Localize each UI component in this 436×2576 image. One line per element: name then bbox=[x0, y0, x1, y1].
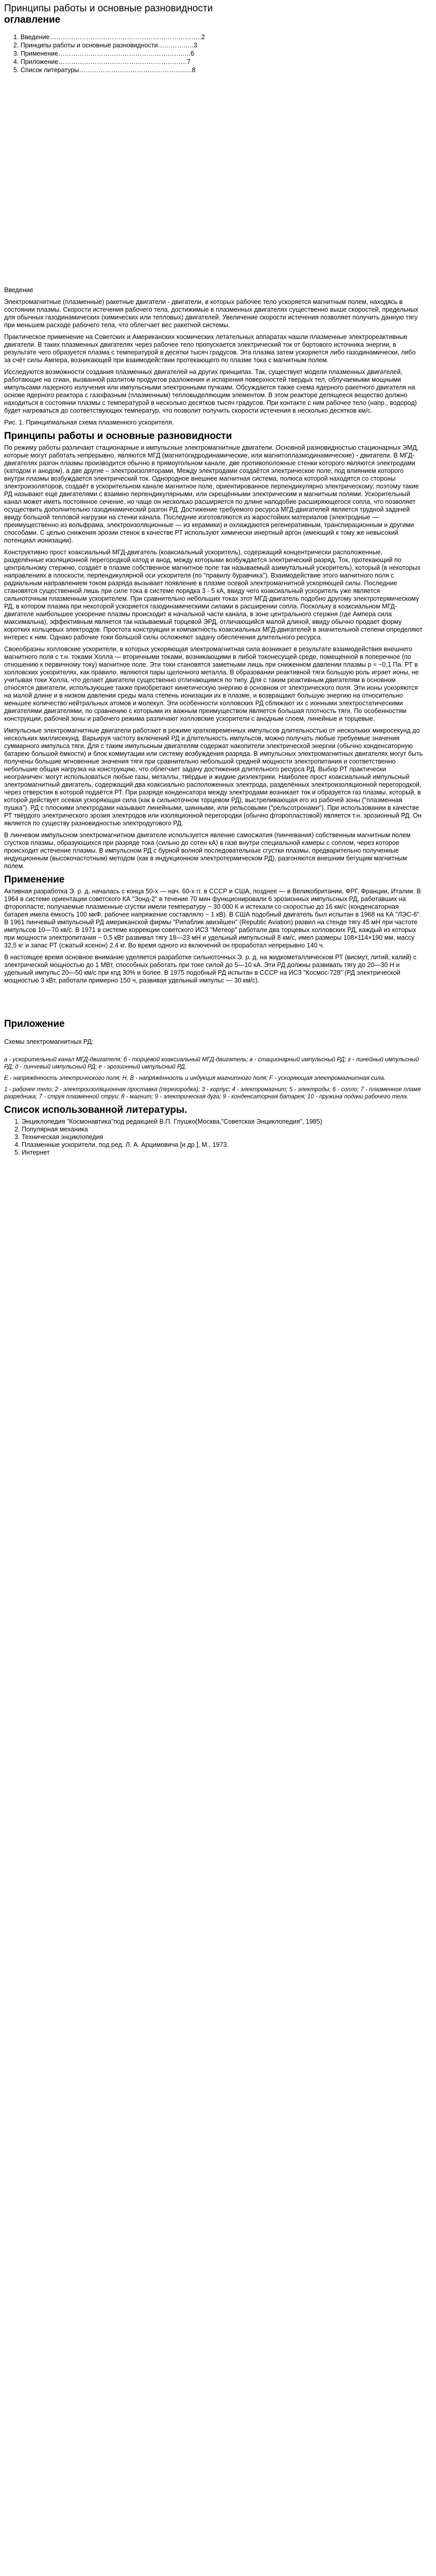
toc-item: 2. Принципы работы и основные разновидности……………..3 bbox=[13, 42, 197, 49]
scheme-caption: а - ускорительный канал МГД-двигателя; б - торцевой коаксиальный МГД-двигатель; в - стационарный импульсный РД; г - линейный импульсный РД; д - пинчевый импульсный РД; е - эрозионный импульсный РД. bbox=[4, 1057, 419, 1070]
intro-section bbox=[4, 286, 424, 427]
toc-item: 3. Применение……………………………………………………..6 bbox=[13, 50, 194, 57]
scheme-label: Схемы электромагнитных РД: bbox=[4, 1038, 94, 1045]
blank-space bbox=[4, 74, 424, 286]
literature-item: 4. Плазменные ускорители, под ред. Л. А. Арцимовича [и др.], М., 1973. bbox=[22, 1141, 424, 1149]
application-paragraph: В настоящее время основное внимание уделяется разработке сильноточных Э. р. д. на жидкометаллическом РТ (висмут, литий, калий) с электрической мощностью до 1 МВт, способных работать при токе силой до 5—10 кА. Эти РД должны развивать тягу до 20—30 Н и удельный импульс 20—50 км/с при кпд 30% и более. В 1975 подобный РД испытан в СССР на ИСЗ "Космос-728" (РД электрической мощностью 3 кВт, работали примерно 150 ч, развивая удельный импульс — 30 км/с). bbox=[4, 954, 416, 984]
toc-item: 4. Приложение……………………………………………………7 bbox=[13, 58, 191, 65]
blank-space bbox=[4, 989, 424, 1016]
principles-paragraph: Импульсные электромагнитные двигатели работают в режиме кратковременных импульсов длительностью от нескольких микросекунд до нескольких миллисекунд. Варьируя частоту включений РД и длительность импульсов, можно получать любые требуемые значения суммарного импульса тяги. Для с таким импульсным двигателям содержат накопители электрической энергии (обычно конденсаторную батарею большой ёмкости) и блок коммутации или систему возбуждения разряда. В импульсных электромагнитных двигателях могут быть получены большие мгновенные значения тяги при сравнительно небольшой средней мощности электропитания и соответственно небольшие общая нагрузка на конструкцию, что облегчает задачу достижения длительного ресурса РД. Выбор РТ практически неограничен: могут использоваться любые газы, металлы, твёрдые и жидкие диэлектрики. Наиболее прост коаксиальный импульсный электромагнитный двигатель, содержащий два коаксиально расположенных электрода, разделённых электроизоляционной перегородкой, через отверстия в которой подаётся РТ. При разряде конденсатора между электродами возникает ток и образуется газ плазмы, который, в которой действует осевая ускоряющая сила (как в сильноточном торцевом РД), выстреливающая его из рабочей зоны ("плазменная пушка"). РД с плоскими электродами называют линейными, шинными, или рельсовыми ("рельсотронами"). При использовании в качестве РТ твёрдого электрического эрозия электродов или изоляционной перегородки (обычно фторопластовой) является т.н. эрозионный РД. Он является по существу разновидностью электродугового РД. bbox=[4, 727, 423, 827]
document-subtitle: оглавление bbox=[4, 14, 61, 25]
application-paragraph: Активная разработка Э. р. д. началась с конца 50-х — нач. 60-х гг. в СССР и США, позднее — в Великобритании, ФРГ, Франции, Италии. В 1964 в системе ориентации советского КА "Зонд-2" в течение 70 мин функционировали 6 эрозионных импульсных РД, работавших на фторопласте; получаемые плазменные сгустки имели температуру ~ 30 000 К и истекали со скоростью до 16 км/с (конденсаторная батарея имела ёмкость 100 мкФ, рабочее напряжение составляло ~ 1 кВ). В США подобный двигатель был испытан в 1968 на КА "ЛЭС-6". В 1961 пинчевый импульсный РД американской фирмы "Рипаблик авиэйшен" (Republic Aviation) развил на стенде тягу 45 мН при частоте импульсов 10—70 кв/с. В 1971 в системе коррекции советского ИСЗ "Метеор" работали два торцевых холловских РД, каждый из которых при мощности электропитания ~ 0,5 кВт развивал тягу 18—23 мН и удельный импульсный 8 км/с, имел размеры 108×114×190 мм, массу 32,5 кг и запас РТ (сжатый ксенон) 2,4 кг. Во время одного из включений он проработал непрерывно 140 ч. bbox=[4, 888, 421, 949]
literature-section bbox=[4, 1105, 424, 1157]
principles-paragraph: По режиму работы различают стационарные и импульсные электромагнитные двигатели. Основной разновидностью стационарных ЭМД, которые могут работать непрерывно, являются МГД (магнитогидродинамические, или магнитоплазмодинамические) - двигатели. В МГД-двигателях разгон плазмы производится обычно в прямоугольном канале, две противоположные стенки которого являются электродами (катодом и анодом), а две другие – электроизоляторами. Между электродами создаётся электрическое поле, под влиянием которого внутри плазмы возбуждается электрический ток. Однородное внешнее магнитная система, полюса которой находятся со стороны электроизоляторов, создаёт в ускорительном канале магнитное поле, ориентированное перпендикулярно электрическому; поэтому такие РД называют ещё двигателями с взаимно перпендикулярными, или скрещёнными электрическим и магнитным полями. Ускорительный канал может иметь постоянное сечение, но чаще он несколько расширяется по длине наподобие расширяющегося сопла, что позволяет осуществить дополнительно газодинамический разгон РД. Достижение требуемого ресурса МГД-двигателей является трудной задачей ввиду большой тепловой нагрузки на стенки канала. Последние изготовляются из жаростойких материалов (электродные — преимущественно из вольфрама, электроизоляционные — из керамики) и охлаждаются регенеративным, транспирационным и другими способами. С целью снижения эрозии стенок в качестве РТ используют химически инертный аргон (имеющий к тому же невысокий потенциал ионизации). bbox=[4, 444, 419, 544]
blank-space bbox=[4, 1032, 424, 1038]
literature-item: 5. Интернет bbox=[22, 1149, 424, 1157]
application-heading: Применение bbox=[4, 874, 65, 885]
literature-item: 1. Энциклопедия "Космонавтика"под редакцией В.П. Глушко(Москва,"Советская Энциклопедия", 1985) bbox=[22, 1118, 424, 1126]
application-section bbox=[4, 874, 424, 985]
literature-list bbox=[4, 1118, 424, 1157]
intro-paragraph: Практическое применение на Советских и Американских космических летательных аппаратах нашли плазменные электрореактивные двигатели. В таких плазменных двигателях через рабочее тело пропускается электрический ток от бортового источника энергии, в результате чего образуется плазма с температурой в десятки тысяч градусов. Эта плазма затем ускоряется либо газодинамически, либо за счёт силы Ампера, возникающей при взаимодействии протекающего по плазме тока с магнитным полем. bbox=[4, 333, 416, 364]
toc-item: 1. Введение……………………………………………………………..2 bbox=[13, 33, 205, 41]
principles-paragraph: В линчевом импульсном электромагнитном двигателе используется явление самосжатия (пинчевания) собственным магнитным полем сгустков плазмы, образующихся при разряде тока (сильно до сотен кА) в газе внутри специальной камеры с соплом, через которое происходит истечение плазмы. В импульсном РД с бурной волной последовательные сгустки плазмы, предварительно полученные индукционным (высокочастотным) методом (как в индукционном электротермическом РД), разгоняются внешним бегущим магнитным полем. bbox=[4, 832, 411, 870]
principles-heading: Принципы работы и основные разновидности bbox=[4, 431, 232, 442]
literature-heading: Список использованной литературы. bbox=[4, 1105, 187, 1115]
blank-space bbox=[4, 1050, 424, 1056]
toc-item: 5. Список литературы……………………………………………..8 bbox=[13, 66, 196, 74]
document-title: Принципы работы и основные разновидности bbox=[4, 3, 213, 14]
document-page bbox=[0, 0, 428, 1157]
literature-item: 3. Техническая энциклопедия bbox=[22, 1133, 424, 1141]
figure-caption: Рис. 1. Принципиальная схема плазменного ускорителя. bbox=[4, 419, 174, 426]
table-of-contents bbox=[4, 33, 424, 74]
intro-paragraph: Электромагнитные (плазменные) ракетные двигатели - двигатели, в которых рабочее тело ускоряется магнитным полем, находясь в состоянии плазмы. Скорости истечения рабочего тела, достижимые в плазменных двигателях существенно выше скоростей, предельных для обычных газодинамических (химических или тепловых) двигателей. Увеличение скорости истечения позволяет получить данную тягу при меньшем расходе рабочего тела, что облегчает вес ракетной системы. bbox=[4, 298, 418, 329]
literature-item: 2. Популярная механика bbox=[22, 1126, 424, 1133]
scheme-caption: Е - напряжённость электрического поля; Н, В - напряжённость и индукция магнитного поля; F - ускоряющая электромагнитная сила. bbox=[4, 1075, 386, 1081]
scheme-caption: 1 - рабочее тело; 2 - электроизоляционная проставка (перегородка); 3 - корпус; 4 - электромагнит; 5 - электроды; 6 - сопло; 7 - плазменное пламя разрядника; 7 - струя плазменной струи; 8 - магнит; 9 - электрическая дуга; 9 - конденсаторная батарея; 10 - пружина подачи рабочего тела. bbox=[4, 1087, 421, 1100]
appendix-heading: Приложение bbox=[4, 1019, 65, 1029]
appendix-section bbox=[4, 1019, 424, 1100]
principles-section bbox=[4, 431, 424, 870]
intro-paragraph: Исследуются возможности создания плазменных двигателей на других принципах. Так, существует модели плазменных двигателей, работающие на сгиан, вызванной разлитом продуктов разложения и испарения поверхностей твердых тел, облучаемыми мощными импульсами лазерного излучения или импульсными электронными пучками. Обсуждается также схема ядерного ракетного двигателя на основе ядерного реактора с газофазным (плазменным) тепловыделяющим элементом. В этом реакторе делящееся вещество должно находиться в состоянии плазмы с температурой в несколько десятков тысяч градусов. При контакте с ним рабочее тело (напр., водород) будет нагреваться до соответствующих температур, что позволит получить скорости истечения в несколько десятков км/с. bbox=[4, 368, 417, 414]
intro-heading: Введение bbox=[4, 286, 33, 294]
principles-paragraph: Конструктивно прост коаксиальный МГД-двигатель (коаксиальный ускоритель), содержащий концентрически расположенные, разделённые изоляционной перегородкой катод и анод, между которыми возбуждается электрический разряд. Ток, протекающий по центральному стержню, создаёт в плазме собственное магнитное поле так называемый азимутальный ускоритель), который (в некоторых направлениях в плоскости, перпендикулярной оси ускорителя (по "правилу буравчика"). Взаимодействие этого магнитного поля с радиальным направлением током разряда вызывает появление в плазме осевой электромагнитной ускоряющей силы. Последние становятся существенной лишь при силе тока в системе порядка 3 - 5 кА, ввиду чего коаксиальный ускоритель уже является сильноточным плазменным ускорителем. При сравнительно небольших токах этот МГД-двигатель подобно другому электротермическому РД, в котором плазма при некоторой ускоряется газодинамическими силами в расширении сопла. Поскольку в коаксиальном МГД-двигателе наибольшее ускорение плазмы происходит в начальной части канала, в зоне центрального стержня (где Ампера сила максимальна), эффективным является так называемый торцевой ЭРД, отличающийся малой длиной, ввиду обычно продает форму коротких кольцевых электродов. Простота конструкции и компактность коаксиальных МГД-двигателей в значительной степени определяют интерес к ним. Однако рабочие токи большой силы осложняют задачу обеспечения длительного ресурса. bbox=[4, 549, 423, 641]
principles-paragraph: Своеобразны холловские ускорители, в которых ускоряющая электромагнитная сила возникает в результате взаимодействия внешнего магнитного поля с т.н. токами Холла — вторичными токами, возникающими в либой токонесущей среде, помещённой в поперечное (по отношению к первичному току) магнитное поле. Эти токи становятся заметными лишь при сниженном давлении плазмы р ≈ ~0,1 Па. РТ в холловских ускорителях, как правило, являются пары щелочного металла. В образовании реактивной тяги большую роль играет ионы, не учитывая токи Холла, что делает двигатели существенно отличающимся по типу. Для с таким реактивным двигателям в основном относятся двигатели, использующие также приобретают кинетическую энергию в основном от электрического поля. Эти ионы ускоряются на малой длине и в низком давлении среды мала степень ионизации их в плазме, и возвращают большую энергию на относительно меньшее количество нейтральных атомов и молекул. Эти особенности холловских РД сближают их с ионными электростатическими двигателями двигателями, по сравнению с которыми их важным преимуществом является большая плотность тяги. По особенностям конструкции, рабочей зоны и рабочего режима различают холловские ускорители с анодным слоем, линейные и торцевые. bbox=[4, 646, 419, 722]
